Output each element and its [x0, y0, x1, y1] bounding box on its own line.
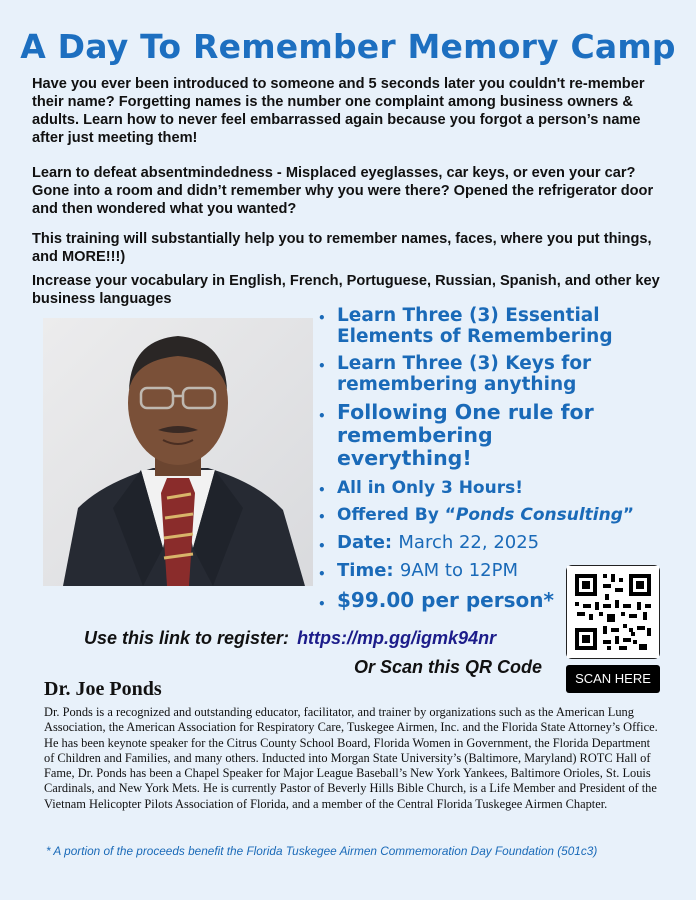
intro-paragraph-vocabulary: Increase your vocabulary in English, French, Portuguese, Russian, Spanish, and other key business languages	[32, 273, 660, 307]
price: $99.00 per person*	[337, 588, 554, 612]
bullet-icon: •	[318, 567, 326, 581]
list-item	[318, 532, 618, 554]
bullet-essential-elements: Learn Three (3) Essential Elements of Remembering	[337, 305, 613, 347]
scan-qr-label: Or Scan this QR Code	[354, 657, 543, 677]
intro-paragraph-absentmindedness: Learn to defeat absentmindedness - Misplaced eyeglasses, car keys, or even your car? Gone into a room and didn’t remember why you were there? Opened the refrigerator door and then wondered what you wanted?	[32, 165, 654, 217]
intro-paragraph-names: Have you ever been introduced to someone and 5 seconds later you couldn't re-member their name? Forgetting names is the number one complaint among business owners & adults. Learn how to never feel embarrassed again because you forgot a person’s name after just meeting them!	[32, 76, 645, 146]
bullet-icon: •	[318, 539, 326, 553]
qr-code-icon	[567, 566, 659, 658]
bullet-icon: •	[318, 409, 326, 423]
list-item	[318, 305, 618, 347]
qr-code[interactable]	[566, 565, 660, 659]
portrait-photo	[43, 318, 313, 586]
footnote: * A portion of the proceeds benefit the Florida Tuskegee Airmen Commemoration Day Foundation (501c3)	[46, 844, 598, 858]
time-value: 9AM to 12PM	[399, 560, 519, 581]
bullet-three-hours: All in Only 3 Hours!	[337, 478, 523, 498]
list-item	[318, 401, 618, 470]
bullet-offered-by-end: ”	[622, 505, 635, 525]
date-value: March 22, 2025	[398, 532, 540, 553]
speaker-photo	[43, 318, 313, 586]
bullet-keys: Learn Three (3) Keys for remembering anything	[337, 353, 592, 395]
date-label: Date:	[337, 532, 393, 553]
time-label: Time:	[337, 560, 394, 581]
bullet-icon: •	[318, 311, 326, 325]
list-item	[318, 478, 618, 499]
page-title: A Day To Remember Memory Camp	[20, 27, 676, 66]
bullet-one-rule: Following One rule for remembering everything!	[337, 400, 594, 470]
register-link[interactable]: https://mp.gg/igmk94nr	[297, 628, 497, 648]
bullet-icon: •	[318, 597, 326, 611]
list-item	[318, 505, 635, 526]
speaker-bio: Dr. Ponds is a recognized and outstanding educator, facilitator, and trainer by organizations such as the American Lung Association, the American Association for Respiratory Care, Tuskegee Airmen, Inc. and the Florida State Attorney’s Office. He has been keynote speaker for the Citrus County School Board, Florida Women in Government, the Florida Department of Children and Families, and many others. Inducted into Morgan State University’s (Baltimore, Maryland) ROTC Hall of Fame, Dr. Ponds has been a Chapel Speaker for Major League Baseball’s New York Yankees, Baltimore Orioles, St. Louis Cardinals, and New York Mets. He is currently Pastor of Beverly Hills Bible Church, is a Life Member and President of the Vietnam Helicopter Pilots Association of Florida, and a member of the Central Florida Tuskegee Airmen Chapter.	[44, 705, 658, 811]
intro-paragraph-training: This training will substantially help you to remember names, faces, where you put things, and MORE!!!)	[32, 231, 652, 265]
bullet-offered-by: Offered By “	[337, 505, 456, 525]
register-label: Use this link to register:	[84, 628, 290, 648]
register-line	[84, 628, 496, 649]
list-item	[318, 353, 618, 395]
bullet-icon: •	[318, 359, 326, 373]
company-name: Ponds Consulting	[455, 505, 623, 525]
speaker-name: Dr. Joe Ponds	[44, 678, 162, 700]
bullet-icon: •	[318, 483, 326, 497]
scan-here-button[interactable]: SCAN HERE	[566, 665, 660, 693]
bullet-icon: •	[318, 510, 326, 524]
